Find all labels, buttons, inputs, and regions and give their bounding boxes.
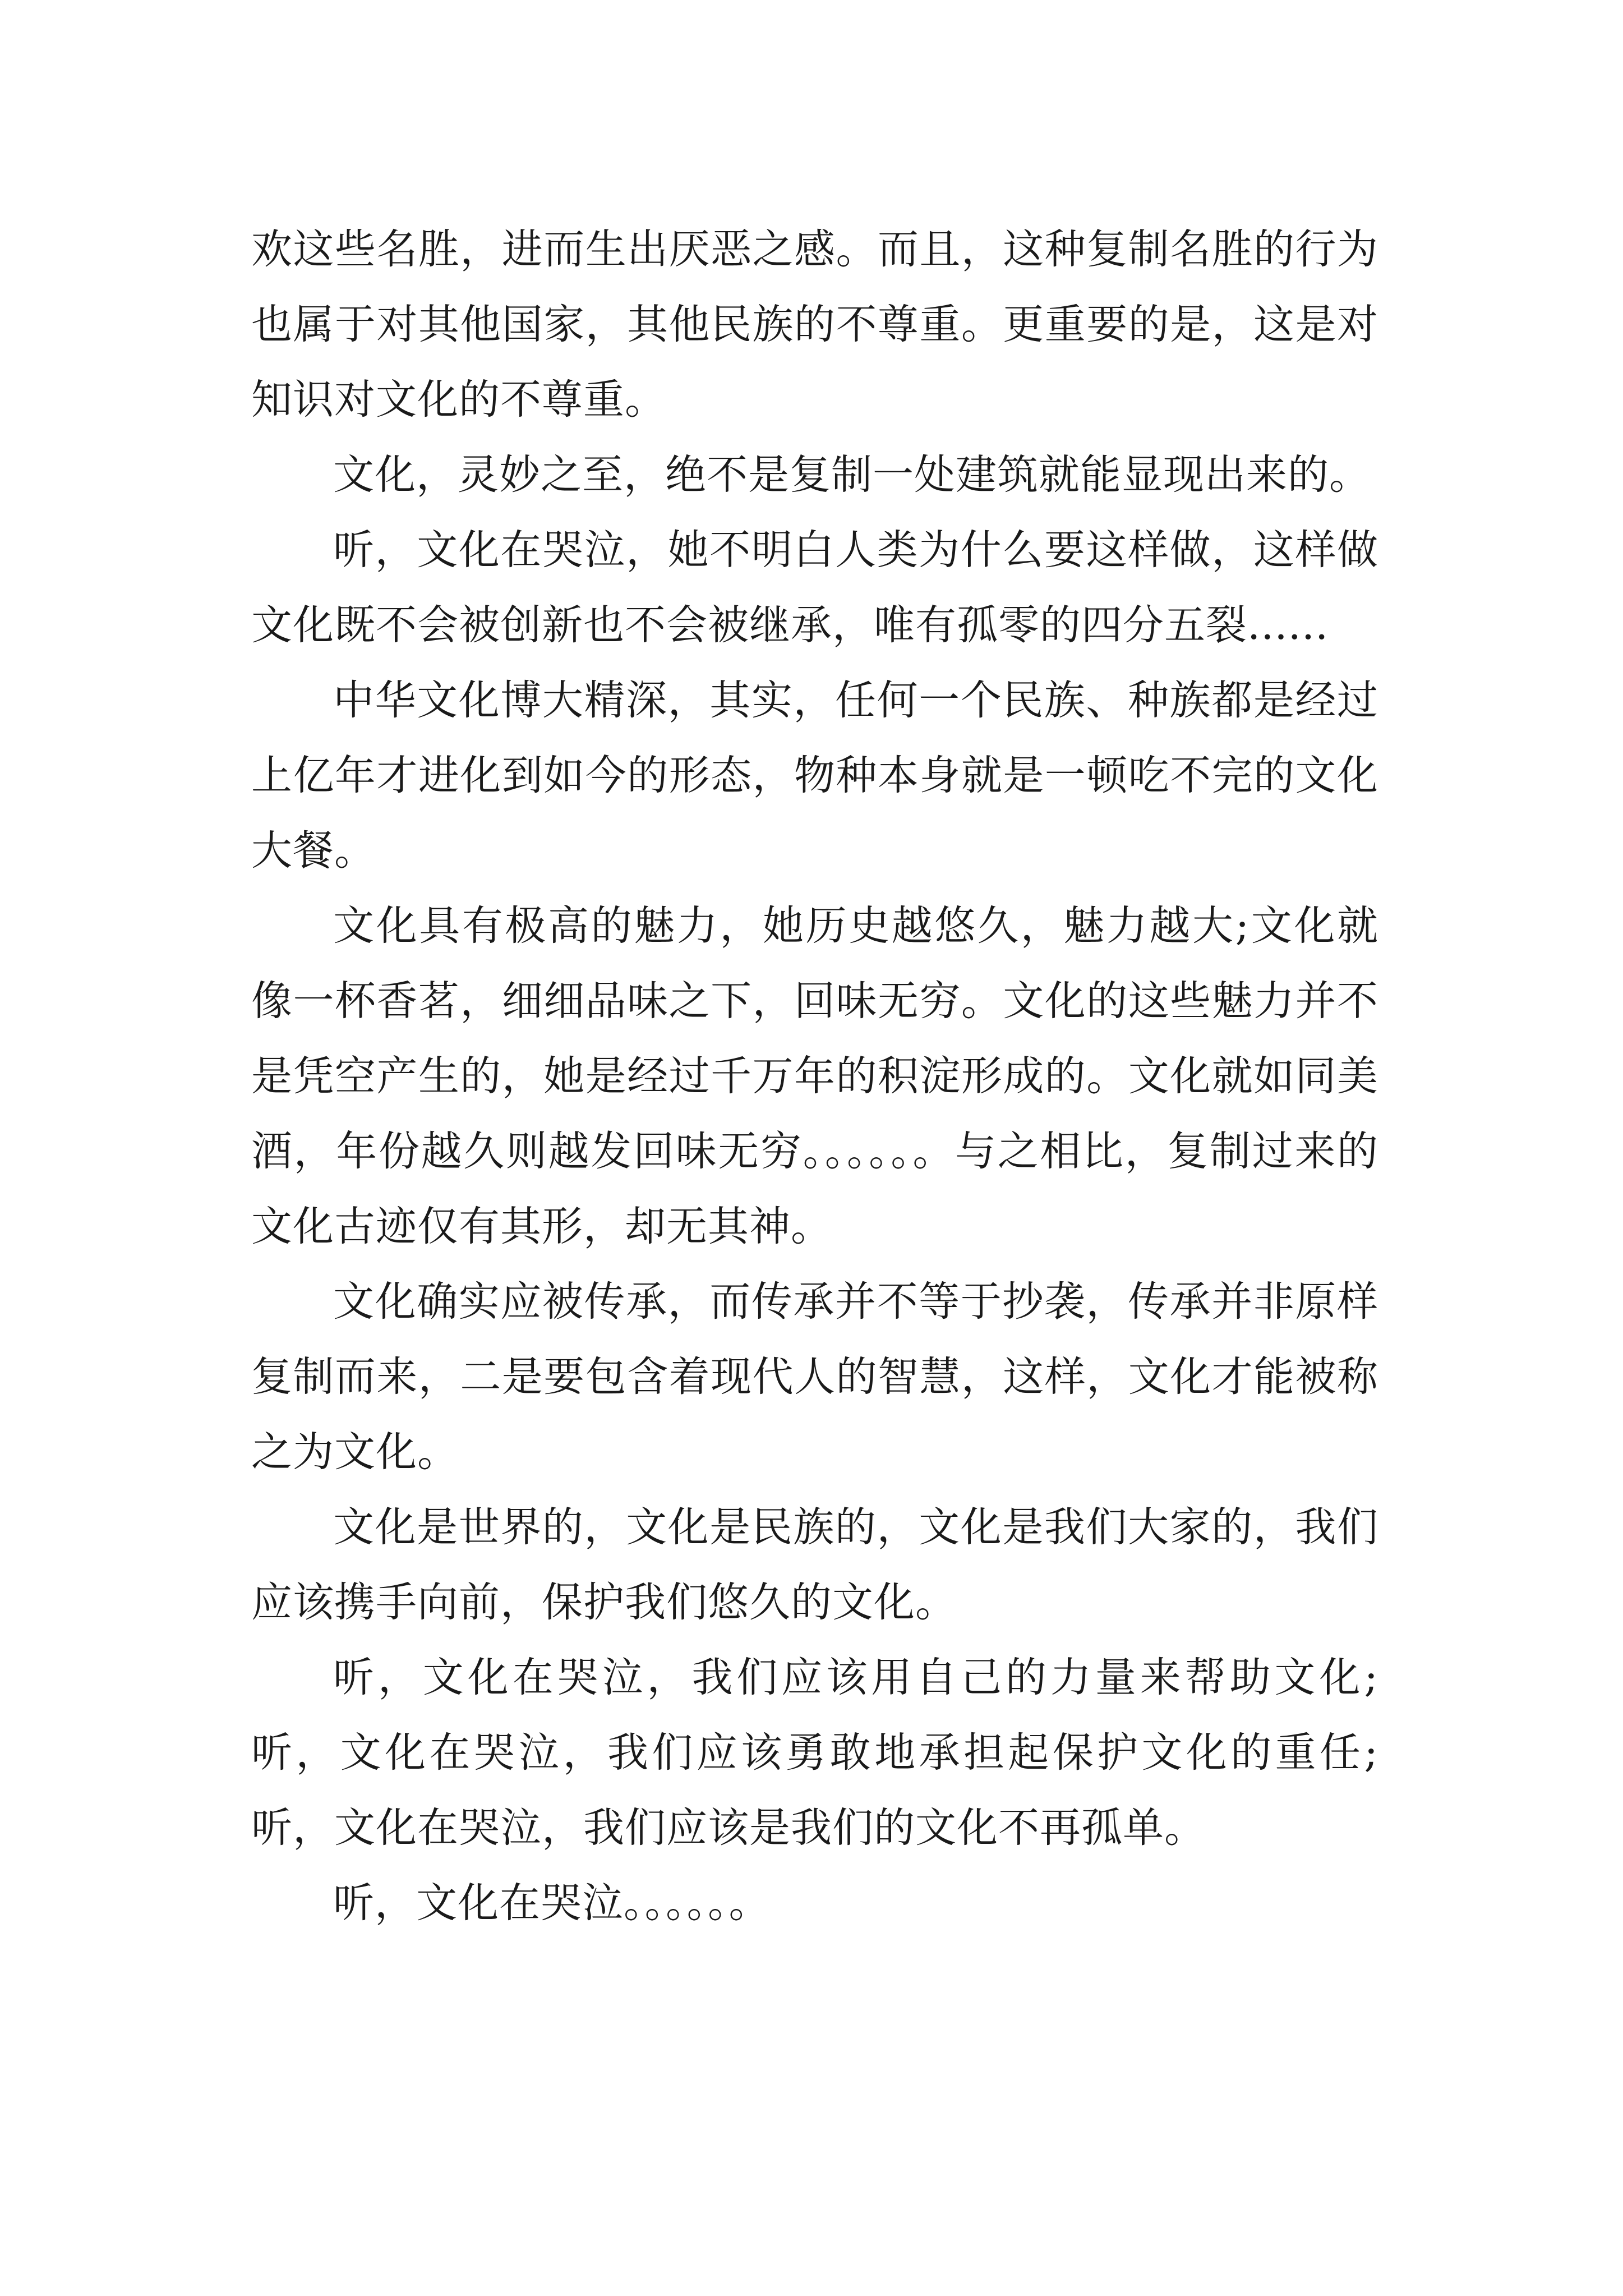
paragraph-closing: 听，文化在哭泣。。。。。。	[333, 1879, 771, 1927]
paragraph: 文化是世界的，文化是民族的，文化是我们大家的，我们应该携手向前，保护我们悠久的文化。	[251, 1503, 1378, 1626]
paragraph: 文化具有极高的魅力，她历史越悠久，魅力越大;文化就像一杯香茗，细细品味之下，回味无穷。文化的这些魅力并不是凭空产生的，她是经过千万年的积淀形成的。文化就如同美酒，年份越久则越发回味无穷。。。。。。与之相比，复制过来的文化古迹仅有其形，却无其神。	[251, 902, 1378, 1250]
paragraph: 听，文化在哭泣，她不明白人类为什么要这样做，这样做文化既不会被创新也不会被继承，唯有孤零的四分五裂......	[251, 526, 1378, 649]
document-page	[251, 212, 1378, 1941]
paragraph: 文化，灵妙之至，绝不是复制一处建筑就能显现出来的。	[333, 451, 1371, 499]
paragraph: 中华文化博大精深，其实，任何一个民族、种族都是经过上亿年才进化到如今的形态，物种本身就是一顿吃不完的文化大餐。	[251, 677, 1378, 875]
paragraph: 文化确实应被传承，而传承并不等于抄袭，传承并非原样复制而来，二是要包含着现代人的智慧，这样，文化才能被称之为文化。	[251, 1278, 1378, 1476]
paragraph: 听，文化在哭泣，我们应该用自己的力量来帮助文化;听，文化在哭泣，我们应该勇敢地承担起保护文化的重任;听，文化在哭泣，我们应该是我们的文化不再孤单。	[251, 1654, 1378, 1852]
paragraph-continuation: 欢这些名胜，进而生出厌恶之感。而且，这种复制名胜的行为也属于对其他国家，其他民族的不尊重。更重要的是，这是对知识对文化的不尊重。	[251, 226, 1378, 424]
